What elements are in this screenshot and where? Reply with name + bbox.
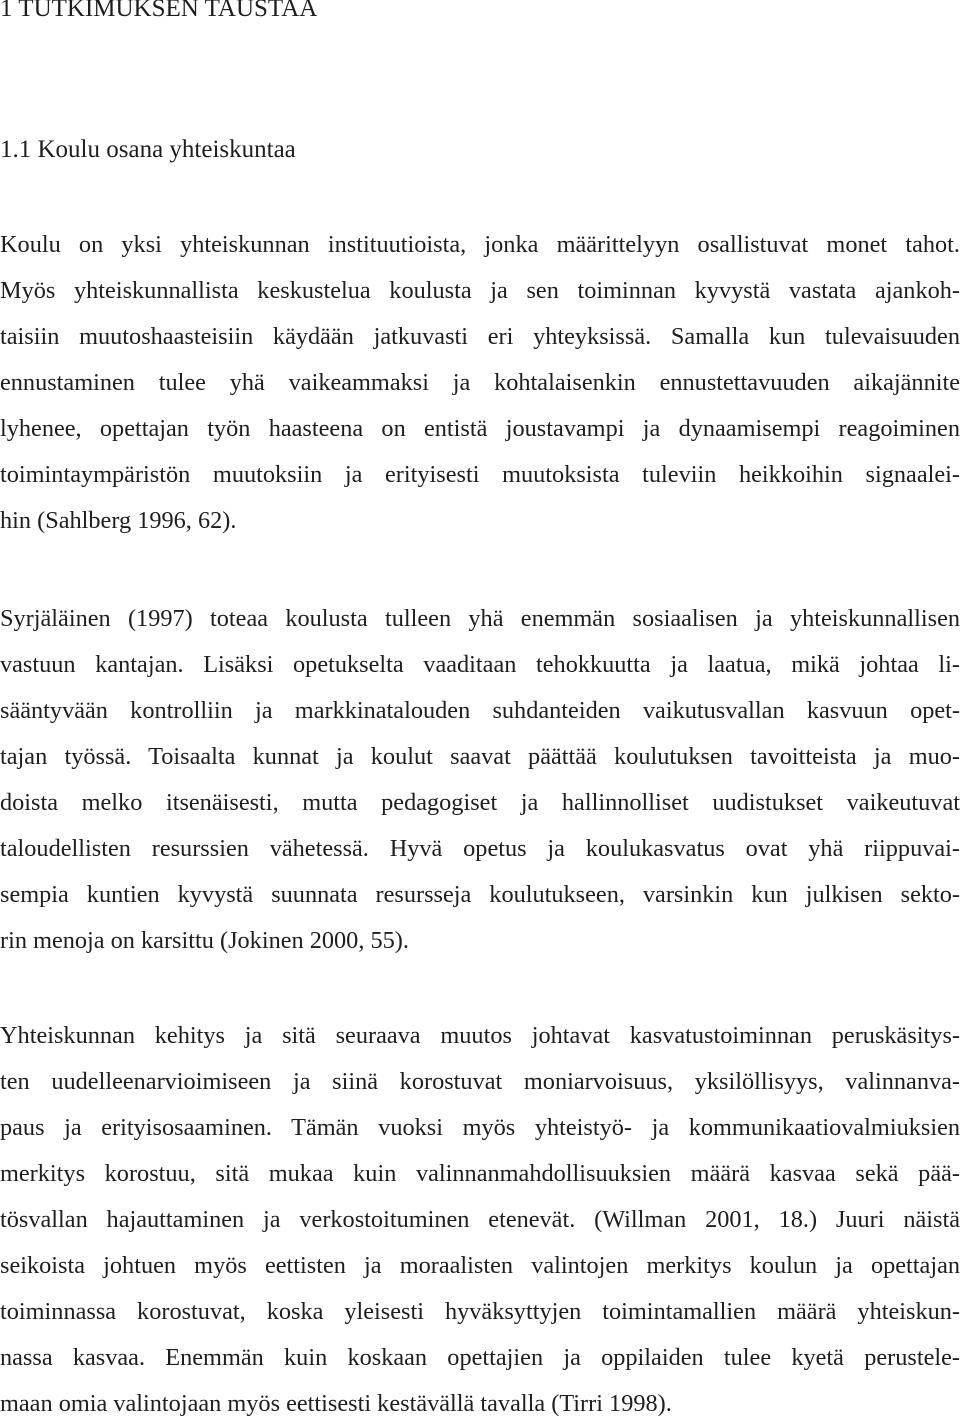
paragraph-3 — [0, 1013, 960, 1427]
paragraph-line: tajan työssä. Toisaalta kunnat ja koulut saavat päättää koulutuksen tavoitteista ja muo- — [0, 743, 960, 770]
paragraph-line: hin (Sahlberg 1996, 62). — [0, 507, 237, 534]
paragraph-line: ennustaminen tulee yhä vaikeammaksi ja kohtalaisenkin ennustettavuuden aikajännite — [0, 369, 960, 396]
paragraph-line: Yhteiskunnan kehitys ja sitä seuraava muutos johtavat kasvatustoiminnan peruskäsitys- — [0, 1022, 960, 1049]
paragraph-line: nassa kasvaa. Enemmän kuin koskaan opettajien ja oppilaiden tulee kyetä perustele- — [0, 1344, 960, 1371]
paragraph-line: doista melko itsenäisesti, mutta pedagogiset ja hallinnolliset uudistukset vaikeutuvat — [0, 789, 960, 816]
paragraph-line: Myös yhteiskunnallista keskustelua koulusta ja sen toiminnan kyvystä vastata ajankoh- — [0, 277, 960, 304]
paragraph-2 — [0, 596, 960, 964]
paragraph-line: paus ja erityisosaaminen. Tämän vuoksi myös yhteistyö- ja kommunikaatiovalmiuksien — [0, 1114, 960, 1141]
paragraph-line: taisiin muutoshaasteisiin käydään jatkuvasti eri yhteyksissä. Samalla kun tulevaisuuden — [0, 323, 960, 350]
section-heading: 1.1 Koulu osana yhteiskuntaa — [0, 136, 296, 163]
paragraph-line: taloudellisten resurssien vähetessä. Hyvä opetus ja koulukasvatus ovat yhä riippuvai- — [0, 835, 960, 862]
paragraph-line: vastuun kantajan. Lisäksi opetukselta vaaditaan tehokkuutta ja laatua, mikä johtaa li- — [0, 651, 960, 678]
paragraph-line: lyhenee, opettajan työn haasteena on entistä joustavampi ja dynaamisempi reagoiminen — [0, 415, 960, 442]
paragraph-line: Koulu on yksi yhteiskunnan instituutioista, jonka määrittelyyn osallistuvat monet tahot. — [0, 231, 960, 258]
paragraph-line: merkitys korostuu, sitä mukaa kuin valinnanmahdollisuuksien määrä kasvaa sekä pää- — [0, 1160, 960, 1187]
paragraph-line: tösvallan hajauttaminen ja verkostoituminen etenevät. (Willman 2001, 18.) Juuri näistä — [0, 1206, 960, 1233]
paragraph-line: ten uudelleenarvioimiseen ja siinä korostuvat moniarvoisuus, yksilöllisyys, valinnanva- — [0, 1068, 960, 1095]
paragraph-line: toiminnassa korostuvat, koska yleisesti hyväksyttyjen toimintamallien määrä yhteiskun- — [0, 1298, 960, 1325]
chapter-heading: 1 TUTKIMUKSEN TAUSTAA — [0, 0, 318, 22]
paragraph-line: sääntyvään kontrolliin ja markkinatalouden suhdanteiden vaikutusvallan kasvuun opet- — [0, 697, 960, 724]
paragraph-line: rin menoja on karsittu (Jokinen 2000, 55). — [0, 927, 409, 954]
paragraph-line: Syrjäläinen (1997) toteaa koulusta tulleen yhä enemmän sosiaalisen ja yhteiskunnallisen — [0, 605, 960, 632]
paragraph-1 — [0, 222, 960, 544]
paragraph-line: maan omia valintojaan myös eettisesti kestävällä tavalla (Tirri 1998). — [0, 1390, 672, 1417]
paragraph-line: seikoista johtuen myös eettisten ja moraalisten valintojen merkitys koulun ja opettajan — [0, 1252, 960, 1279]
paragraph-line: sempia kuntien kyvystä suunnata resursseja koulutukseen, varsinkin kun julkisen sekto- — [0, 881, 960, 908]
paragraph-line: toimintaympäristön muutoksiin ja erityisesti muutoksista tuleviin heikkoihin signaalei- — [0, 461, 960, 488]
